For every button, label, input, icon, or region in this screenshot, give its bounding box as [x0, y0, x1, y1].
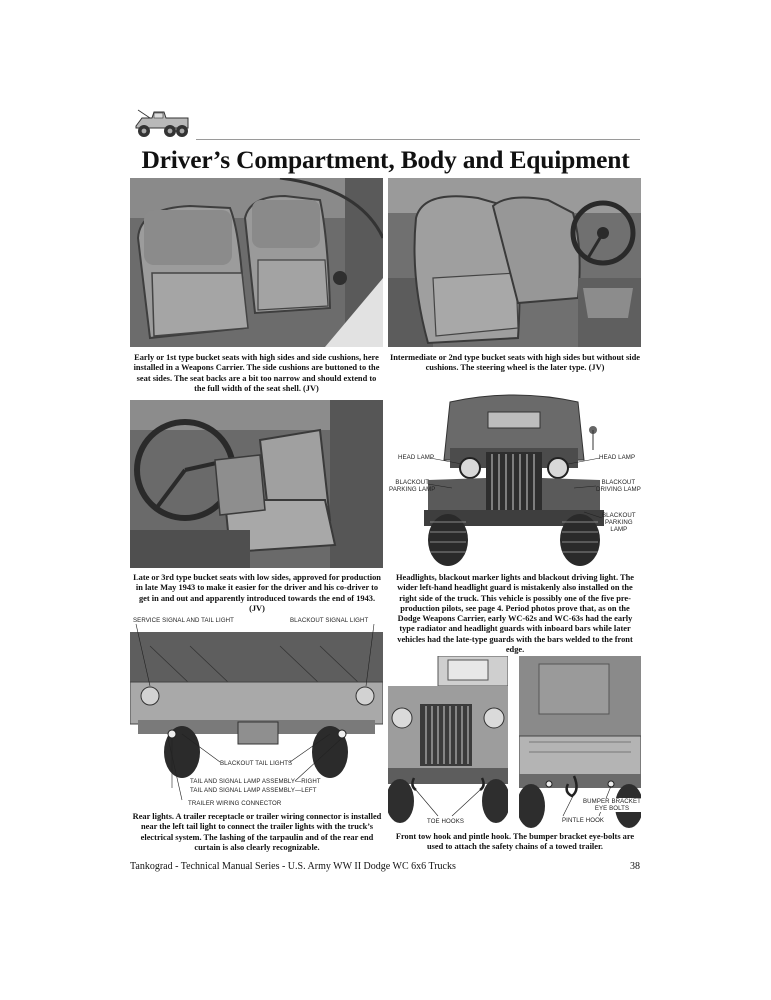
illustration-tow-hooks: [388, 656, 508, 829]
label-tail-right: TAIL AND SIGNAL LAMP ASSEMBLY—RIGHT: [190, 778, 321, 785]
jeep-truck-icon: [130, 106, 192, 140]
label-tail-left: TAIL AND SIGNAL LAMP ASSEMBLY—LEFT: [190, 787, 317, 794]
photo-intermediate-bucket-seats: [388, 178, 641, 347]
label-service-signal: SERVICE SIGNAL AND TAIL LIGHT: [133, 617, 234, 624]
header-rule: [196, 139, 640, 140]
label-pintle-hook: PINTLE HOOK: [562, 817, 605, 824]
label-head-lamp-right: HEAD LAMP: [599, 454, 636, 461]
photo-early-bucket-seats: [130, 178, 383, 347]
label-blackout-driving: BLACKOUT DRIVING LAMP: [596, 479, 641, 493]
label-head-lamp-left: HEAD LAMP: [398, 454, 435, 461]
caption-rear-lights: Rear lights. A trailer receptacle or trailer wiring connector is installed near the left tail light to connect the trailer lights with the truck’s electrical system. The lashing of the tarpaulin and of the rear end curtain is also clearly recognizable.: [132, 812, 382, 852]
caption-early-seats: Early or 1st type bucket seats with high sides and side cushions, here installed in a Weapons Carrier. The side cushions are buttoned to the seat sides. The seat backs are a bit too narrow and should extend to the full width of the seat shell. (JV): [133, 353, 380, 393]
label-blackout-signal: BLACKOUT SIGNAL LIGHT: [290, 617, 369, 624]
label-blackout-tail: BLACKOUT TAIL LIGHTS: [220, 760, 293, 767]
caption-front-lights: Headlights, blackout marker lights and blackout driving light. The wider left-hand headlight guard is mistakenly also installed on the right side of the truck. This vehicle is possibly one of the five pre-production pilots, see page 4. Period photos prove that, as on the Dodge Weapons Carrier, early WC-62s and WC-63s had the early type radiator and headlight guards with inboard bars while later vehicles had the late-type guards with the bars welded to the front edge.: [396, 573, 634, 655]
label-toe-hooks: TOE HOOKS: [427, 818, 465, 825]
caption-tow-pintle: Front tow hook and pintle hook. The bumper bracket eye-bolts are used to attach the safety chains of a towed trailer.: [395, 832, 635, 852]
caption-intermediate-seats: Intermediate or 2nd type bucket seats with high sides but without side cushions. The steering wheel is the later type. (JV): [390, 353, 640, 373]
caption-late-seats: Late or 3rd type bucket seats with low sides, approved for production in late May 1943 to make it easier for the driver and his co-driver to get in and out and apparently introduced towards the end of 1943. (JV): [133, 573, 381, 613]
footer-series-title: Tankograd - Technical Manual Series - U.S. Army WW II Dodge WC 6x6 Trucks: [130, 861, 456, 872]
label-blackout-parking-left: BLACKOUT PARKING LAMP: [389, 479, 436, 493]
label-trailer-connector: TRAILER WIRING CONNECTOR: [188, 800, 282, 807]
photo-late-bucket-seats: [130, 400, 383, 568]
page-title: Driver’s Compartment, Body and Equipment: [141, 145, 630, 174]
label-blackout-parking-right: BLACKOUT PARKING LAMP: [602, 512, 636, 533]
label-bumper-bracket-eye-bolts: BUMPER BRACKET EYE BOLTS: [583, 798, 641, 812]
page-number: 38: [630, 861, 640, 872]
